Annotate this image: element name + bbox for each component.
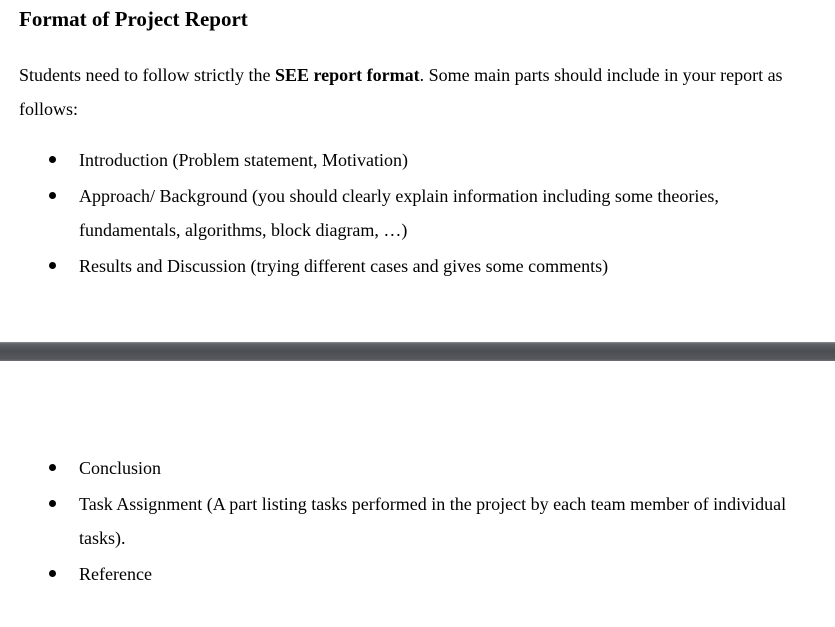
list-item [0, 143, 809, 177]
list-item-text: Introduction (Problem statement, Motivation) [79, 150, 408, 170]
bullet-icon [49, 156, 56, 163]
page-separator [0, 342, 835, 361]
report-parts-list [0, 143, 809, 285]
list-item-text: Conclusion [79, 458, 162, 478]
report-parts-list-continued [0, 451, 809, 593]
bullet-icon [49, 570, 56, 577]
list-item [0, 451, 809, 485]
intro-paragraph [19, 58, 819, 126]
list-item [0, 557, 809, 591]
list-item [0, 179, 809, 247]
bullet-icon [49, 464, 56, 471]
page-title: Format of Project Report [19, 7, 248, 31]
list-item-text: Reference [79, 564, 152, 584]
list-item-text: Approach/ Background (you should clearly explain information including some theories, fundamentals, algorithms, block diagram, …) [79, 186, 719, 240]
list-item [0, 249, 809, 283]
list-item-text: Task Assignment (A part listing tasks performed in the project by each team member of individual tasks). [79, 494, 787, 548]
intro-text-start: Students need to follow strictly the [19, 65, 275, 85]
intro-text-bold: SEE report format [274, 65, 420, 85]
bullet-icon [49, 262, 56, 269]
list-item [0, 487, 809, 555]
intro-text-end: . Some main parts should include in your report as follows: [19, 65, 783, 119]
list-item-text: Results and Discussion (trying different cases and gives some comments) [79, 256, 609, 276]
bullet-icon [49, 500, 56, 507]
bullet-icon [49, 192, 56, 199]
